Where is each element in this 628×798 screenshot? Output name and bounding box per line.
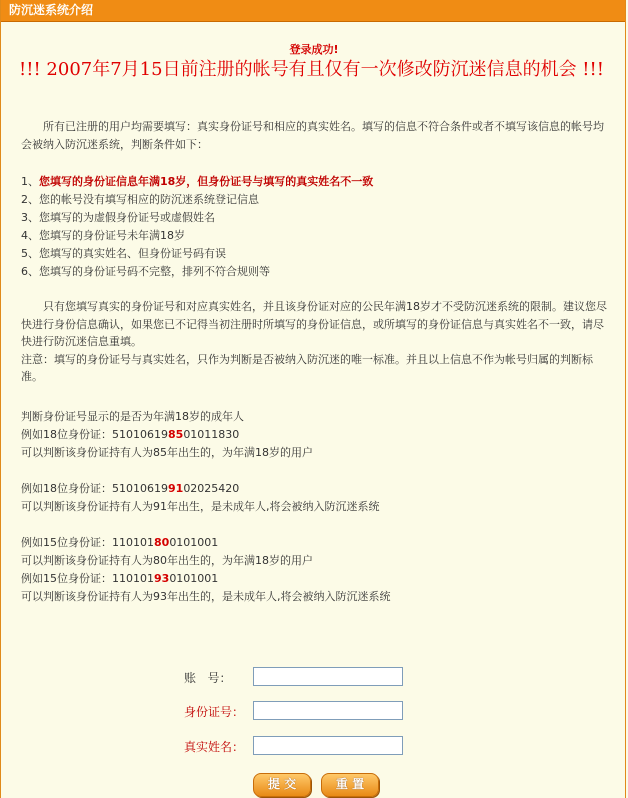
condition-number: 5、 [21,247,39,260]
example-id [21,480,611,498]
id-prefix: 51010619 [112,482,168,495]
realname-label: 真实姓名： [184,740,245,754]
condition-number: 3、 [21,211,39,224]
note-paragraph: 注意：填写的身份证号与真实姓名，只作为判断是否被纳入防沉迷的唯一标准。并且以上信息不作为帐号归属的判断标准。 [21,352,593,383]
id-year-highlight: 85 [168,428,184,441]
id-suffix: 0101001 [169,572,219,585]
example-label: 例如15位身份证： [21,572,112,585]
explanation-paragraph: 只有您填写真实的身份证号和对应真实姓名，并且该身份证对应的公民年满18岁才不受防沉迷系统的限制。建议您尽快进行身份信息确认，如果您已不记得当初注册时所填写的身份证信息，或所填写的身份证信息与真实姓名不一致，请尽快进行防沉迷信息重填。 [21,300,607,348]
submit-button[interactable]: 提 交 [253,773,311,797]
realname-input[interactable] [253,736,403,755]
conditions-list [21,173,611,281]
example-description: 可以判断该身份证持有人为93年出生的，是未成年人,将会被纳入防沉迷系统 [21,590,391,603]
example-id [21,570,611,588]
account-label: 账 号： [184,671,232,685]
condition-item [21,209,611,227]
id-year-highlight: 93 [154,572,170,585]
id-prefix: 51010619 [112,428,168,441]
idcard-row [1,701,627,723]
condition-text: 您的帐号没有填写相应的防沉迷系统登记信息 [39,193,259,206]
id-prefix: 110101 [112,572,154,585]
window-title: 防沉迷系统介绍 [1,0,625,22]
id-year-highlight: 91 [168,482,184,495]
condition-number: 1、 [21,175,39,188]
examples-block [21,408,611,606]
condition-number: 2、 [21,193,39,206]
example-description: 可以判断该身份证持有人为85年出生的，为年满18岁的用户 [21,446,313,459]
id-suffix: 0101001 [169,536,219,549]
id-prefix: 110101 [112,536,154,549]
intro-paragraph: 所有已注册的用户均需要填写：真实身份证号和相应的真实姓名。填写的信息不符合条件或者不填写该信息的帐号均会被纳入防沉迷系统，判断条件如下： [21,120,604,151]
condition-item [21,263,611,281]
example-id [21,534,611,552]
condition-item [21,227,611,245]
realname-row [1,736,627,758]
examples-heading: 判断身份证号显示的是否为年满18岁的成年人 [21,410,244,423]
example-id [21,426,611,444]
example-description: 可以判断该身份证持有人为91年出生，是未成年人,将会被纳入防沉迷系统 [21,500,380,513]
condition-item [21,245,611,263]
condition-number: 6、 [21,265,39,278]
success-message: 登录成功! [289,43,339,56]
idcard-label: 身份证号： [184,705,245,719]
example-label: 例如18位身份证： [21,482,112,495]
account-input[interactable] [253,667,403,686]
condition-text: 您填写的真实姓名、但身份证号码有误 [39,247,226,260]
id-suffix: 02025420 [183,482,240,495]
account-row [1,667,627,689]
condition-text: 您填写的身份证信息年满18岁，但身份证号与填写的真实姓名不一致 [39,175,374,188]
id-year-highlight: 80 [154,536,170,549]
example-label: 例如15位身份证： [21,536,112,549]
condition-text: 您填写的为虚假身份证号或虚假姓名 [39,211,215,224]
example-label: 例如18位身份证： [21,428,112,441]
condition-text: 您填写的身份证号未年满18岁 [39,229,185,242]
condition-number: 4、 [21,229,39,242]
example-description: 可以判断该身份证持有人为80年出生的，为年满18岁的用户 [21,554,313,567]
headline-notice: !!! 2007年7月15日前注册的帐号有且仅有一次修改防沉迷信息的机会 !!! [19,59,605,80]
condition-item [21,173,611,191]
condition-text: 您填写的身份证号码不完整，排列不符合规则等 [39,265,270,278]
explanation-block [21,298,611,386]
condition-item [21,191,611,209]
idcard-input[interactable] [253,701,403,720]
reset-button[interactable]: 重 置 [321,773,379,797]
id-suffix: 01011830 [183,428,240,441]
